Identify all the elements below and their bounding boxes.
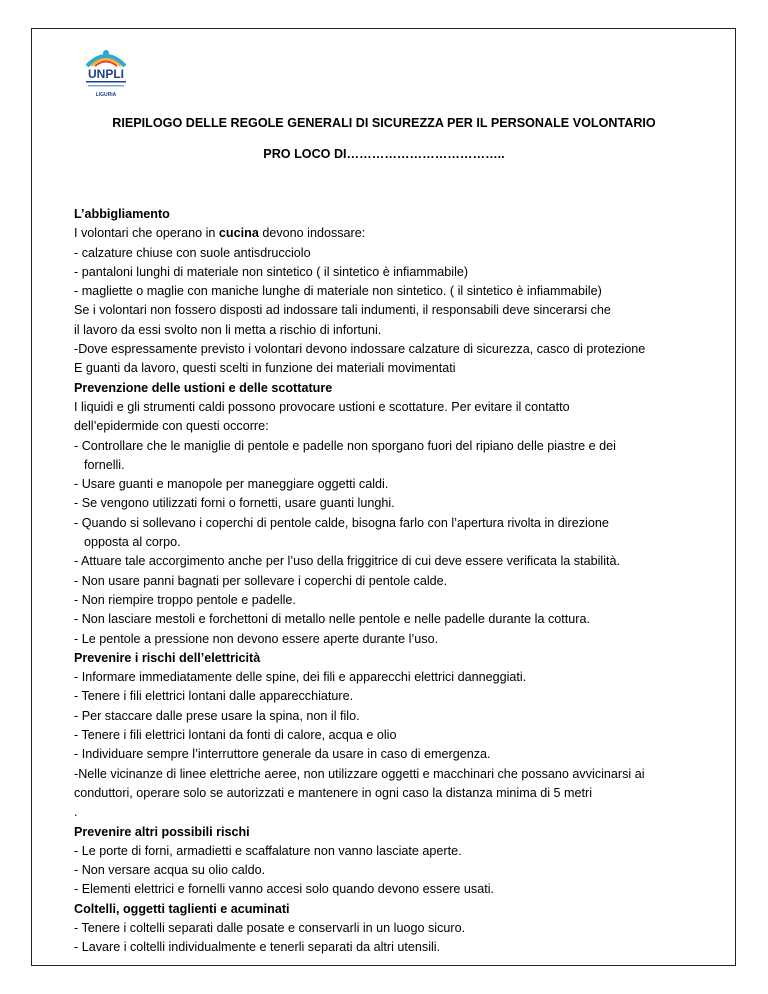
section-heading-abbigliamento: L’abbigliamento xyxy=(74,207,170,221)
paragraph-line: -Nelle vicinanze di linee elettriche aeree, non utilizzare oggetti e macchinari che possano avvicinarsi ai xyxy=(74,766,645,781)
paragraph-line: - Elementi elettrici e fornelli vanno accesi solo quando devono essere usati. xyxy=(74,882,495,897)
paragraph-line: - Quando si sollevano i coperchi di pentole calde, bisogna farlo con l’apertura rivolta in direzione xyxy=(74,515,609,530)
paragraph-line: - Attuare tale accorgimento anche per l’uso della friggitrice di cui deve essere verificata la stabilità. xyxy=(74,554,621,569)
paragraph-line: - Non riempire troppo pentole e padelle. xyxy=(74,592,296,607)
unpli-logo xyxy=(73,44,139,100)
paragraph-line: - Non lasciare mestoli e forchettoni di metallo nelle pentole e nelle padelle durante la cottura. xyxy=(74,612,590,627)
paragraph-line: - calzature chiuse con suole antisdrucciolo xyxy=(74,245,311,260)
paragraph-line: opposta al corpo. xyxy=(84,535,181,550)
paragraph-line: -Dove espressamente previsto i volontari devono indossare calzature di sicurezza, casco di protezione xyxy=(74,342,646,357)
section-heading-altri: Prevenire altri possibili rischi xyxy=(74,824,250,839)
section-heading-elettricita: Prevenire i rischi dell’elettricità xyxy=(74,650,261,665)
paragraph-line: fornelli. xyxy=(84,457,125,472)
svg-text:LIGURIA: LIGURIA xyxy=(95,92,117,98)
document-title: RIEPILOGO DELLE REGOLE GENERALI DI SICUREZZA PER IL PERSONALE VOLONTARIO xyxy=(112,116,656,130)
paragraph-line: - Per staccare dalle prese usare la spina, non il filo. xyxy=(74,708,360,723)
document-subtitle: PRO LOCO DI……………………………….. xyxy=(263,147,505,161)
section-heading-ustioni: Prevenzione delle ustioni e delle scottature xyxy=(74,380,333,395)
paragraph-line: dell’epidermide con questi occorre: xyxy=(74,419,269,434)
paragraph-line: Se i volontari non fossero disposti ad indossare tali indumenti, il responsabili deve sincerarsi che xyxy=(74,303,611,318)
paragraph-line: - pantaloni lunghi di materiale non sintetico ( il sintetico è infiammabile) xyxy=(74,264,469,279)
paragraph-line: I volontari che operano in cucina devono indossare: xyxy=(74,226,366,241)
paragraph-line: I liquidi e gli strumenti caldi possono provocare ustioni e scottature. Per evitare il contatto xyxy=(74,399,570,414)
paragraph-line: - Individuare sempre l’interruttore generale da usare in caso di emergenza. xyxy=(74,747,491,762)
section-heading-coltelli: Coltelli, oggetti taglienti e acuminati xyxy=(74,901,290,916)
paragraph-line: - Tenere i fili elettrici lontani da fonti di calore, acqua e olio xyxy=(74,728,397,743)
paragraph-line: - Usare guanti e manopole per maneggiare oggetti caldi. xyxy=(74,477,389,492)
paragraph-line: - Tenere i fili elettrici lontani dalle apparecchiature. xyxy=(74,689,354,704)
paragraph-line: - Se vengono utilizzati forni o fornetti, usare guanti lunghi. xyxy=(74,496,395,511)
paragraph-line: . xyxy=(74,805,78,820)
paragraph-line: - Le porte di forni, armadietti e scaffalature non vanno lasciate aperte. xyxy=(74,843,462,858)
paragraph-line: conduttori, operare solo se autorizzati e mantenere in ogni caso la distanza minima di 5 metri xyxy=(74,785,593,800)
paragraph-line: il lavoro da essi svolto non li metta a rischio di infortuni. xyxy=(74,322,382,337)
paragraph-line: - Controllare che le maniglie di pentole e padelle non sporgano fuori del ripiano delle piastre e dei xyxy=(74,438,616,453)
paragraph-line: - magliette o maglie con maniche lunghe di materiale non sintetico. ( il sintetico è infiammabile) xyxy=(74,284,602,299)
paragraph-line: - Informare immediatamente delle spine, dei fili e apparecchi elettrici danneggiati. xyxy=(74,670,527,685)
document-body xyxy=(74,205,694,958)
paragraph-line: - Tenere i coltelli separati dalle posate e conservarli in un luogo sicuro. xyxy=(74,920,466,935)
paragraph-line: - Le pentole a pressione non devono essere aperte durante l’uso. xyxy=(74,631,439,646)
paragraph-line: - Non usare panni bagnati per sollevare i coperchi di pentole calde. xyxy=(74,573,448,588)
paragraph-line: E guanti da lavoro, questi scelti in funzione dei materiali movimentati xyxy=(74,361,456,376)
svg-text:UNPLI: UNPLI xyxy=(88,67,124,81)
paragraph-line: - Non versare acqua su olio caldo. xyxy=(74,863,266,878)
paragraph-line: - Lavare i coltelli individualmente e tenerli separati da altri utensili. xyxy=(74,940,441,955)
